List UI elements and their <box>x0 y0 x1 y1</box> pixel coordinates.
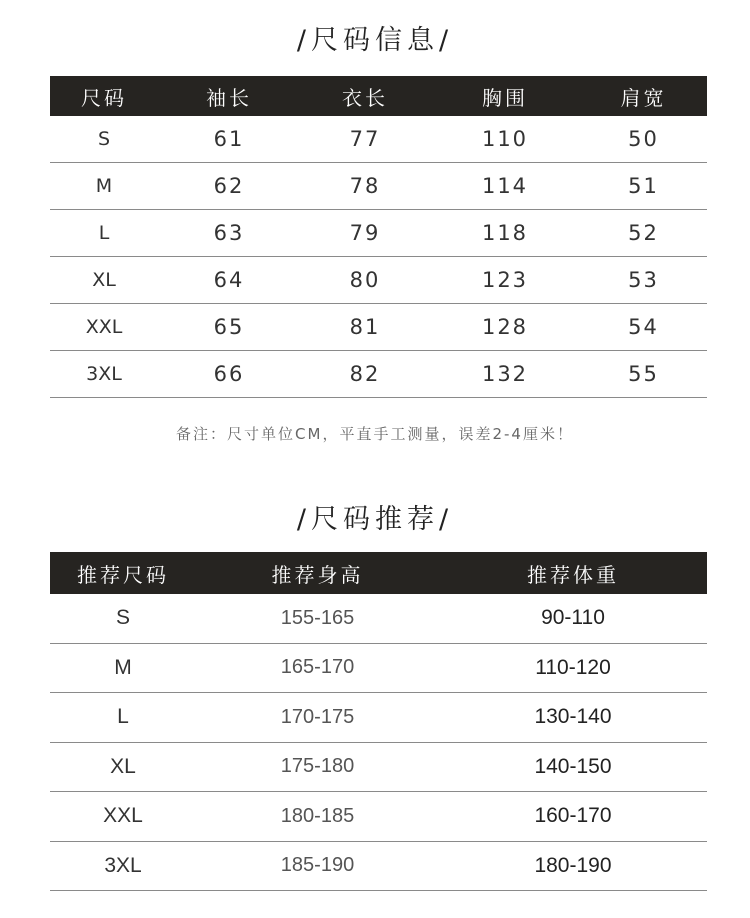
header-garment-length: 衣长 <box>300 76 430 116</box>
cell-sleeve: 65 <box>158 304 300 351</box>
table-row <box>50 304 707 351</box>
cell-length: 79 <box>300 210 430 257</box>
cell-chest: 114 <box>430 163 580 210</box>
size-info-table <box>50 76 707 398</box>
table-row <box>50 116 707 163</box>
cell-length: 81 <box>300 304 430 351</box>
cell-shoulder: 55 <box>580 351 707 398</box>
cell-height: 175-180 <box>196 742 439 792</box>
cell-size: 3XL <box>50 351 158 398</box>
cell-size: L <box>50 210 158 257</box>
cell-size: 3XL <box>50 841 196 891</box>
table-row <box>50 163 707 210</box>
cell-weight: 180-190 <box>439 841 707 891</box>
cell-shoulder: 54 <box>580 304 707 351</box>
cell-shoulder: 51 <box>580 163 707 210</box>
size-recommend-table <box>50 552 707 891</box>
cell-shoulder: 50 <box>580 116 707 163</box>
cell-weight: 90-110 <box>439 594 707 643</box>
cell-weight: 140-150 <box>439 742 707 792</box>
cell-size: XL <box>50 257 158 304</box>
size-recommend-title: /尺码推荐/ <box>296 504 454 535</box>
table-row <box>50 351 707 398</box>
table-row <box>50 643 707 693</box>
cell-weight: 110-120 <box>439 643 707 693</box>
cell-length: 82 <box>300 351 430 398</box>
cell-chest: 110 <box>430 116 580 163</box>
cell-shoulder: 52 <box>580 210 707 257</box>
cell-weight: 160-170 <box>439 792 707 842</box>
table-row <box>50 693 707 743</box>
cell-size: S <box>50 594 196 643</box>
header-size: 尺码 <box>50 76 158 116</box>
cell-sleeve: 62 <box>158 163 300 210</box>
cell-chest: 123 <box>430 257 580 304</box>
table-row <box>50 210 707 257</box>
size-info-header-row <box>50 76 707 116</box>
cell-height: 155-165 <box>196 594 439 643</box>
cell-length: 78 <box>300 163 430 210</box>
cell-height: 180-185 <box>196 792 439 842</box>
table-row <box>50 594 707 643</box>
size-recommend-header-row <box>50 552 707 594</box>
table-row <box>50 257 707 304</box>
cell-shoulder: 53 <box>580 257 707 304</box>
header-chest: 胸围 <box>430 76 580 116</box>
measurement-note: 备注：尺寸单位CM，平直手工测量，误差2-4厘米！ <box>176 425 574 443</box>
cell-length: 80 <box>300 257 430 304</box>
cell-height: 165-170 <box>196 643 439 693</box>
table-row <box>50 742 707 792</box>
cell-weight: 130-140 <box>439 693 707 743</box>
table-row <box>50 792 707 842</box>
cell-sleeve: 63 <box>158 210 300 257</box>
cell-height: 185-190 <box>196 841 439 891</box>
cell-sleeve: 64 <box>158 257 300 304</box>
cell-chest: 132 <box>430 351 580 398</box>
cell-length: 77 <box>300 116 430 163</box>
cell-height: 170-175 <box>196 693 439 743</box>
table-row <box>50 841 707 891</box>
cell-size: M <box>50 643 196 693</box>
header-sleeve-length: 袖长 <box>158 76 300 116</box>
cell-sleeve: 66 <box>158 351 300 398</box>
cell-size: M <box>50 163 158 210</box>
cell-chest: 118 <box>430 210 580 257</box>
cell-size: S <box>50 116 158 163</box>
cell-sleeve: 61 <box>158 116 300 163</box>
header-recommended-height: 推荐身高 <box>196 552 439 594</box>
header-recommended-weight: 推荐体重 <box>439 552 707 594</box>
size-info-title: /尺码信息/ <box>296 25 454 56</box>
cell-size: XXL <box>50 304 158 351</box>
cell-size: XXL <box>50 792 196 842</box>
cell-size: L <box>50 693 196 743</box>
cell-size: XL <box>50 742 196 792</box>
cell-chest: 128 <box>430 304 580 351</box>
header-recommended-size: 推荐尺码 <box>50 552 196 594</box>
header-shoulder: 肩宽 <box>580 76 707 116</box>
